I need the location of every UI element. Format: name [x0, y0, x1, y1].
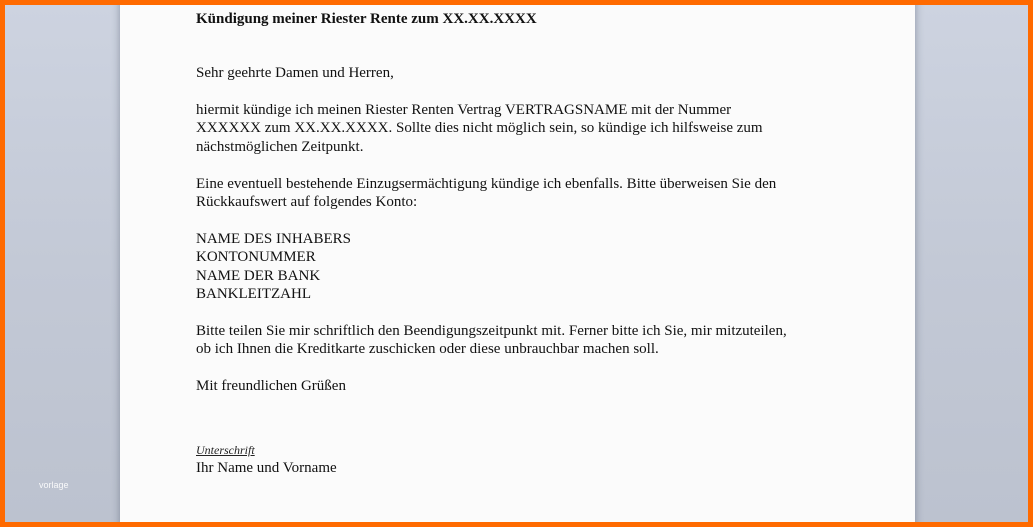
paragraph-line: nächstmöglichen Zeitpunkt.: [196, 138, 364, 155]
closing: Mit freundlichen Grüßen: [196, 378, 346, 394]
image-frame: [5, 5, 1028, 522]
signature-name: Ihr Name und Vorname: [196, 460, 337, 476]
account-line: NAME DES INHABERS: [196, 231, 352, 247]
paragraph-line: XXXXXX zum XX.XX.XXXX. Sollte dies nicht möglich sein, so kündige ich hilfsweise zum: [196, 120, 763, 137]
account-line: BANKLEITZAHL: [196, 286, 311, 303]
paragraph-request: [196, 322, 826, 359]
paragraph-cancellation: [196, 101, 826, 156]
watermark: vorlage: [39, 480, 69, 490]
signature-label: Unterschrift: [196, 443, 255, 457]
paragraph-line: Bitte teilen Sie mir schriftlich den Beendigungszeitpunkt mit. Ferner bitte ich Sie, mir mitzuteilen,: [196, 323, 787, 339]
salutation: Sehr geehrte Damen und Herren,: [196, 65, 394, 81]
letter-subject: Kündigung meiner Riester Rente zum XX.XX.XXXX: [196, 11, 537, 27]
account-details: [196, 230, 826, 304]
paragraph-line: ob ich Ihnen die Kreditkarte zuschicken oder diese unbrauchbar machen soll.: [196, 341, 659, 358]
paragraph-line: hiermit kündige ich meinen Riester Renten Vertrag VERTRAGSNAME mit der Nummer: [196, 102, 732, 118]
paragraph-transfer: [196, 175, 826, 212]
paragraph-line: Eine eventuell bestehende Einzugsermächtigung kündige ich ebenfalls. Bitte überweisen Sie den: [196, 176, 777, 192]
account-line: NAME DER BANK: [196, 267, 321, 284]
paragraph-line: Rückkaufswert auf folgendes Konto:: [196, 194, 418, 211]
account-line: KONTONUMMER: [196, 249, 316, 266]
